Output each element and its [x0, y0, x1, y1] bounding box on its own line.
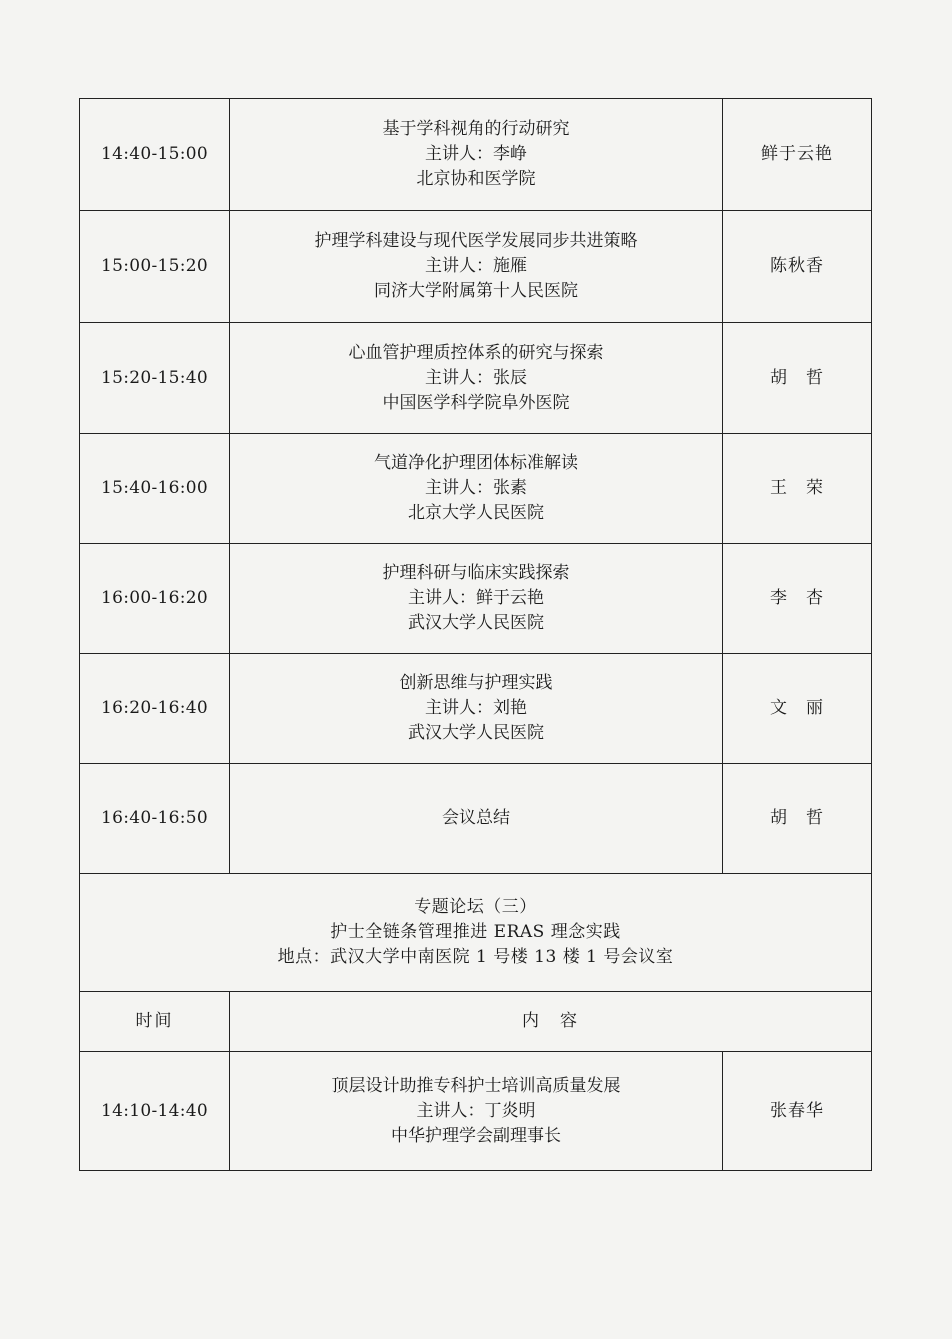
forum-info	[80, 874, 872, 992]
session-title: 基于学科视角的行动研究	[382, 119, 570, 139]
session-org: 同济大学附属第十人民医院	[374, 281, 578, 301]
table-row	[80, 211, 872, 323]
table-row	[80, 544, 872, 654]
session-title: 会议总结	[442, 808, 510, 828]
header-content: 内 容	[230, 992, 872, 1052]
session-title: 顶层设计助推专科护士培训高质量发展	[331, 1075, 621, 1096]
session-content	[230, 434, 723, 544]
session-content	[230, 211, 723, 323]
session-time: 15:00-15:20	[80, 211, 230, 323]
session-chair: 王 荣	[723, 434, 872, 544]
session-content	[230, 99, 723, 211]
session-title: 护理科研与临床实践探索	[382, 563, 570, 583]
forum-header-row	[80, 874, 872, 992]
session-chair: 鲜于云艳	[723, 99, 872, 211]
session-chair: 胡 哲	[723, 323, 872, 434]
session-chair: 李 杏	[723, 544, 872, 654]
session-time: 15:40-16:00	[80, 434, 230, 544]
session-content	[230, 654, 723, 764]
session-time: 16:00-16:20	[80, 544, 230, 654]
session-org: 中国医学科学院阜外医院	[382, 392, 570, 413]
session-chair: 文 丽	[723, 654, 872, 764]
session-speaker: 主讲人：丁炎明	[416, 1100, 536, 1121]
table-row	[80, 99, 872, 211]
session-chair: 陈秋香	[723, 211, 872, 323]
session-title: 护理学科建设与现代医学发展同步共进策略	[314, 231, 638, 251]
session-org: 北京大学人民医院	[408, 503, 544, 523]
session-title: 气道净化护理团体标准解读	[374, 453, 578, 473]
session-content	[230, 764, 723, 874]
schedule-table	[79, 98, 872, 1171]
session-chair: 张春华	[723, 1052, 872, 1171]
session-speaker: 主讲人：鲜于云艳	[408, 588, 544, 608]
session-title: 心血管护理质控体系的研究与探索	[348, 342, 604, 363]
session-chair: 胡 哲	[723, 764, 872, 874]
session-time: 15:20-15:40	[80, 323, 230, 434]
session-title: 创新思维与护理实践	[399, 673, 553, 693]
table-row	[80, 764, 872, 874]
session-org: 北京协和医学院	[416, 169, 536, 189]
table-row	[80, 654, 872, 764]
session-speaker: 主讲人：李峥	[425, 144, 527, 164]
session-time: 14:10-14:40	[80, 1052, 230, 1171]
table-row	[80, 434, 872, 544]
forum-location: 地点：武汉大学中南医院 1 号楼 13 楼 1 号会议室	[277, 947, 674, 967]
session-speaker: 主讲人：施雁	[425, 256, 527, 276]
session-org: 中华护理学会副理事长	[391, 1125, 561, 1146]
table-row	[80, 323, 872, 434]
session-org: 武汉大学人民医院	[408, 613, 544, 633]
session-time: 16:20-16:40	[80, 654, 230, 764]
forum-theme: 护士全链条管理推进 ERAS 理念实践	[330, 922, 621, 942]
header-time: 时间	[80, 992, 230, 1052]
table-row	[80, 1052, 872, 1171]
session-time: 14:40-15:00	[80, 99, 230, 211]
session-org: 武汉大学人民医院	[408, 723, 544, 743]
session-content	[230, 323, 723, 434]
column-header-row	[80, 992, 872, 1052]
session-speaker: 主讲人：刘艳	[425, 698, 527, 718]
session-time: 16:40-16:50	[80, 764, 230, 874]
forum-name: 专题论坛（三）	[414, 897, 537, 917]
session-speaker: 主讲人：张素	[425, 478, 527, 498]
session-speaker: 主讲人：张辰	[425, 367, 527, 388]
session-content	[230, 1052, 723, 1171]
session-content	[230, 544, 723, 654]
